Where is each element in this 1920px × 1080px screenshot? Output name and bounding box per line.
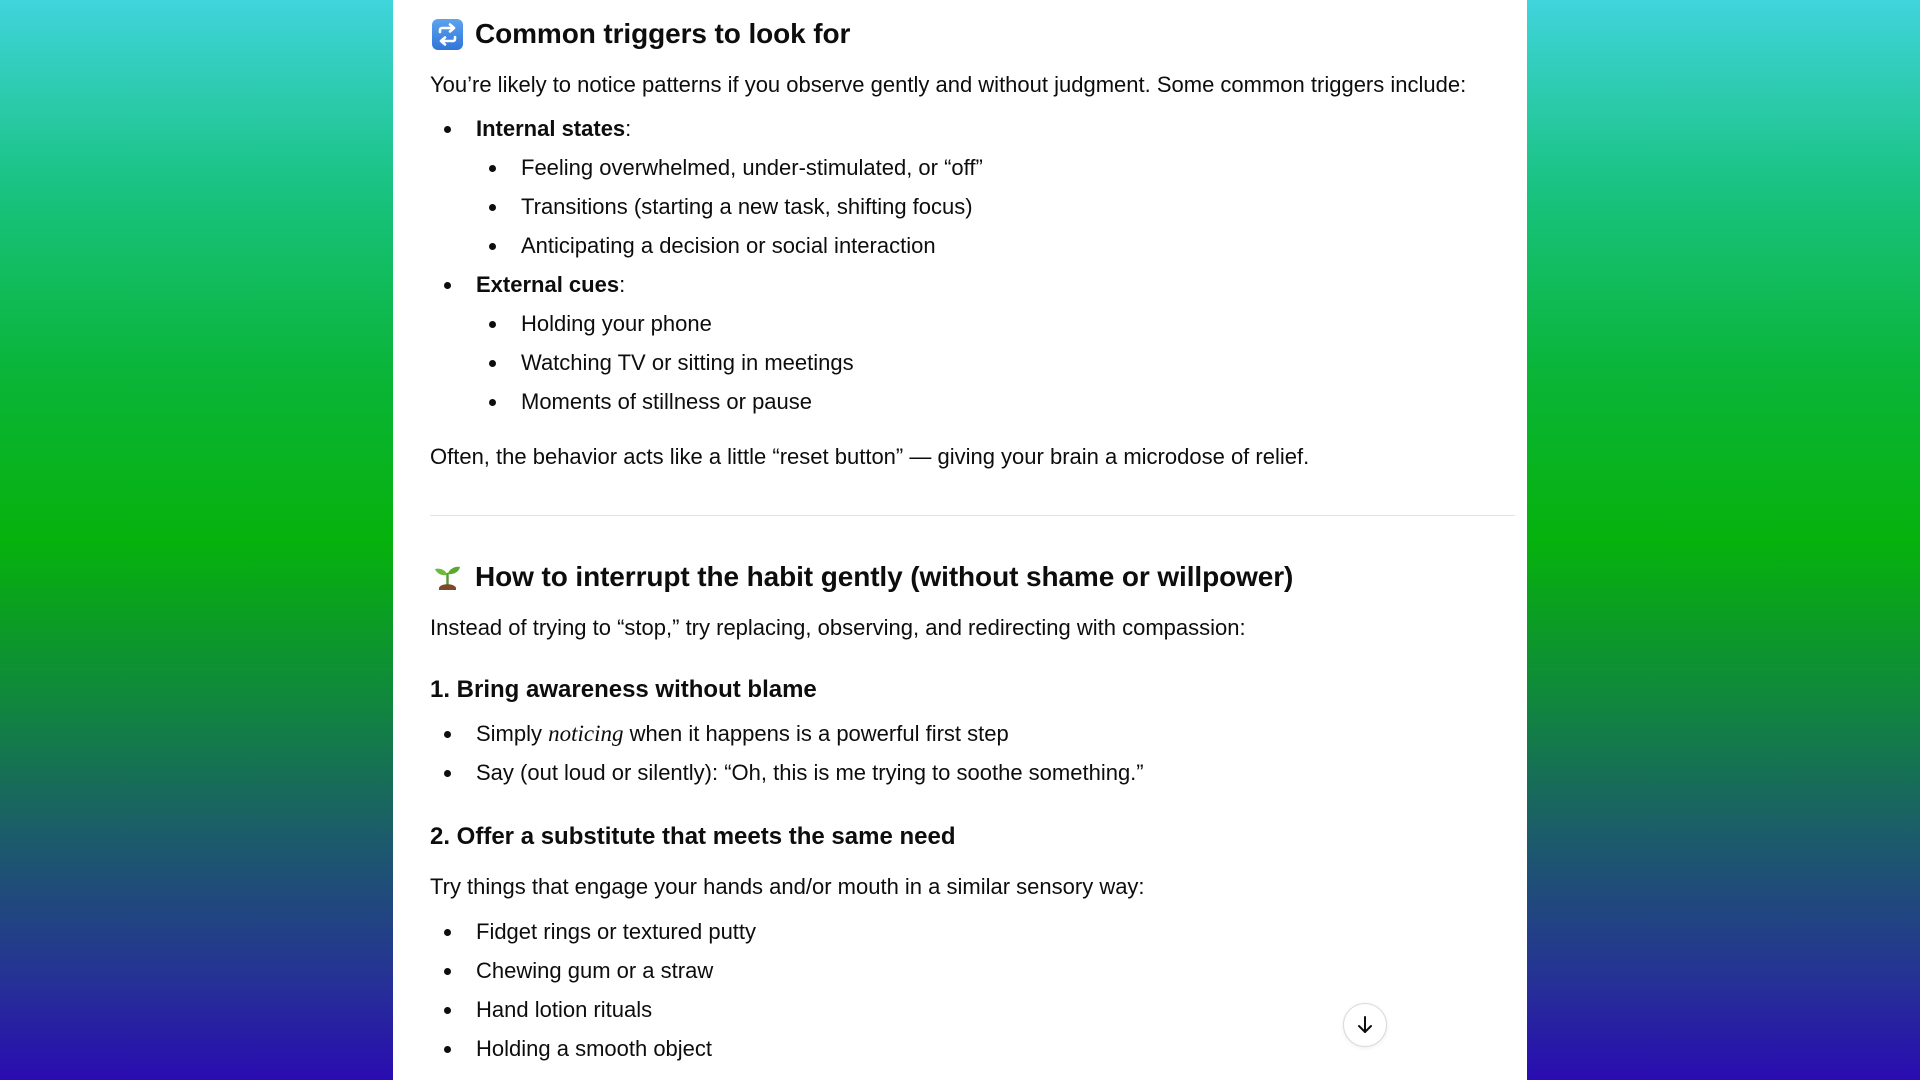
list-item: Chewing gum or a straw	[430, 956, 1515, 986]
sub-list-item: Watching TV or sitting in meetings	[430, 348, 1515, 378]
list-item: Holding a smooth object	[430, 1034, 1515, 1064]
sub-list-item: Feeling overwhelmed, under-stimulated, or “off”	[430, 153, 1515, 183]
paragraph-outro: Often, the behavior acts like a little “reset button” — giving your brain a microdose of relief.	[430, 444, 1310, 469]
sub-list-item: Anticipating a decision or social interaction	[430, 231, 1515, 261]
sub-list-item: Holding your phone	[430, 309, 1515, 339]
seedling-emoji-icon	[432, 562, 463, 593]
list-item-external-cues	[430, 270, 1515, 417]
list-item: Fidget rings or textured putty	[430, 917, 1515, 947]
arrow-down-icon	[1354, 1014, 1376, 1036]
list-item: Say (out loud or silently): “Oh, this is me trying to soothe something.”	[430, 758, 1515, 788]
repeat-emoji-icon	[432, 19, 463, 50]
list-item-suffix: :	[619, 272, 626, 297]
text-segment: when it happens is a powerful first step	[623, 721, 1009, 746]
sub-list	[476, 153, 1515, 261]
list-item: Hand lotion rituals	[430, 995, 1515, 1025]
list-item-label: Internal states	[476, 116, 626, 141]
sub-list	[476, 309, 1515, 417]
emphasis-text: noticing	[548, 721, 624, 746]
triggers-list	[430, 114, 1515, 417]
section-divider	[430, 515, 1515, 516]
section-heading-interrupt	[430, 557, 1293, 597]
text-segment: Simply	[476, 721, 549, 746]
paragraph-substitute-intro: Try things that engage your hands and/or mouth in a similar sensory way:	[430, 874, 1145, 899]
section-heading-text: Common triggers to look for	[475, 18, 851, 49]
paragraph-intro: Instead of trying to “stop,” try replacing, observing, and redirecting with compassion:	[430, 615, 1246, 640]
sub-list-item: Moments of stillness or pause	[430, 387, 1515, 417]
list-item-label: External cues	[476, 272, 620, 297]
section-heading-text: How to interrupt the habit gently (without shame or willpower)	[475, 561, 1294, 592]
chat-panel	[393, 0, 1527, 1080]
list-item	[430, 719, 1515, 749]
scroll-to-bottom-button[interactable]	[1343, 1003, 1387, 1047]
step1-list	[430, 719, 1515, 788]
step-heading-1: 1. Bring awareness without blame	[430, 676, 817, 703]
section-heading-triggers	[430, 14, 850, 54]
list-item-suffix: :	[625, 116, 632, 141]
step-heading-2: 2. Offer a substitute that meets the same need	[430, 823, 956, 850]
paragraph-intro: You’re likely to notice patterns if you observe gently and without judgment. Some common triggers include:	[430, 72, 1467, 97]
sub-list-item: Transitions (starting a new task, shifting focus)	[430, 192, 1515, 222]
list-item-internal-states	[430, 114, 1515, 261]
